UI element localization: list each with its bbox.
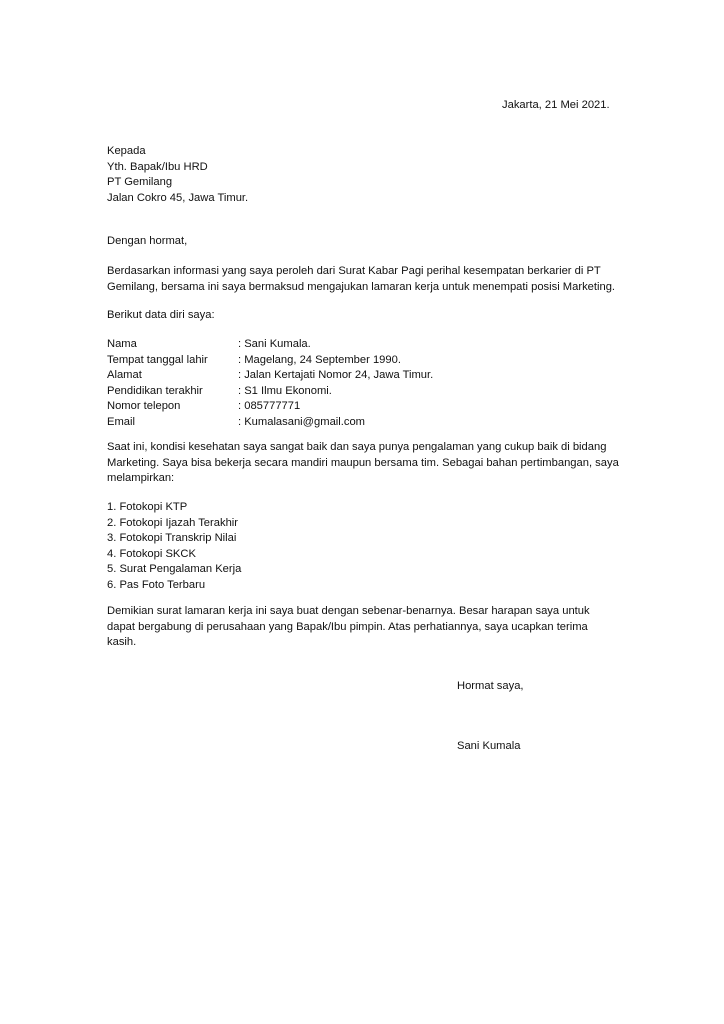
- paragraph-line: Gemilang, bersama ini saya bermaksud mengajukan lamaran kerja untuk menempati posisi Marketing.: [107, 280, 616, 293]
- detail-value: : Kumalasani@gmail.com: [238, 415, 366, 428]
- detail-label: Alamat: [107, 369, 142, 382]
- detail-label: Email: [107, 415, 135, 428]
- letter-date: Jakarta, 21 Mei 2021.: [502, 99, 610, 111]
- detail-label: Tempat tanggal lahir: [107, 353, 208, 366]
- detail-row: [107, 368, 433, 384]
- intro-paragraph: [107, 264, 627, 295]
- attachment-item: 1. Fotokopi KTP: [107, 501, 188, 513]
- paragraph-line: kasih.: [107, 636, 137, 649]
- condition-paragraph: [107, 440, 627, 487]
- detail-row: [107, 384, 433, 400]
- detail-row: [107, 353, 433, 369]
- paragraph-line: Berdasarkan informasi yang saya peroleh dari Surat Kabar Pagi perihal kesempatan berkarier di PT: [107, 265, 601, 277]
- recipient-line: Yth. Bapak/Ibu HRD: [107, 160, 208, 173]
- attachment-item: 3. Fotokopi Transkrip Nilai: [107, 532, 237, 545]
- detail-row: [107, 337, 433, 353]
- detail-label: Nomor telepon: [107, 400, 181, 413]
- attachment-list: [107, 500, 241, 594]
- closing-paragraph: [107, 604, 627, 651]
- greeting: Dengan hormat,: [107, 235, 188, 247]
- attachment-item: 6. Pas Foto Terbaru: [107, 578, 206, 591]
- regards: Hormat saya,: [457, 680, 524, 692]
- detail-row: [107, 415, 433, 431]
- detail-value: : S1 Ilmu Ekonomi.: [238, 384, 332, 397]
- paragraph-line: Demikian surat lamaran kerja ini saya buat dengan sebenar-benarnya. Besar harapan saya untuk: [107, 605, 590, 617]
- recipient-line: Jalan Cokro 45, Jawa Timur.: [107, 191, 249, 204]
- personal-details: [107, 337, 433, 431]
- data-intro: Berikut data diri saya:: [107, 309, 215, 321]
- paragraph-line: Saat ini, kondisi kesehatan saya sangat baik dan saya punya pengalaman yang cukup baik di bidang: [107, 441, 607, 453]
- detail-value: : Sani Kumala.: [238, 338, 311, 350]
- detail-label: Pendidikan terakhir: [107, 384, 203, 397]
- detail-value: : Jalan Kertajati Nomor 24, Jawa Timur.: [238, 369, 434, 382]
- recipient-line: Kepada: [107, 145, 146, 157]
- attachment-item: 5. Surat Pengalaman Kerja: [107, 563, 242, 576]
- detail-row: [107, 399, 433, 415]
- attachment-item: 2. Fotokopi Ijazah Terakhir: [107, 516, 239, 529]
- paragraph-line: Marketing. Saya bisa bekerja secara mandiri maupun bersama tim. Sebagai bahan pertimbangan, saya: [107, 456, 619, 469]
- detail-value: : 085777771: [238, 400, 301, 413]
- attachment-item: 4. Fotokopi SKCK: [107, 547, 196, 560]
- detail-label: Nama: [107, 338, 137, 350]
- recipient-line: PT Gemilang: [107, 176, 173, 189]
- paragraph-line: melampirkan:: [107, 472, 175, 485]
- paragraph-line: dapat bergabung di perusahaan yang Bapak/Ibu pimpin. Atas perhatiannya, saya ucapkan terima: [107, 620, 588, 633]
- signer-name: Sani Kumala: [457, 740, 521, 752]
- detail-value: : Magelang, 24 September 1990.: [238, 353, 401, 366]
- recipient-block: [107, 144, 248, 206]
